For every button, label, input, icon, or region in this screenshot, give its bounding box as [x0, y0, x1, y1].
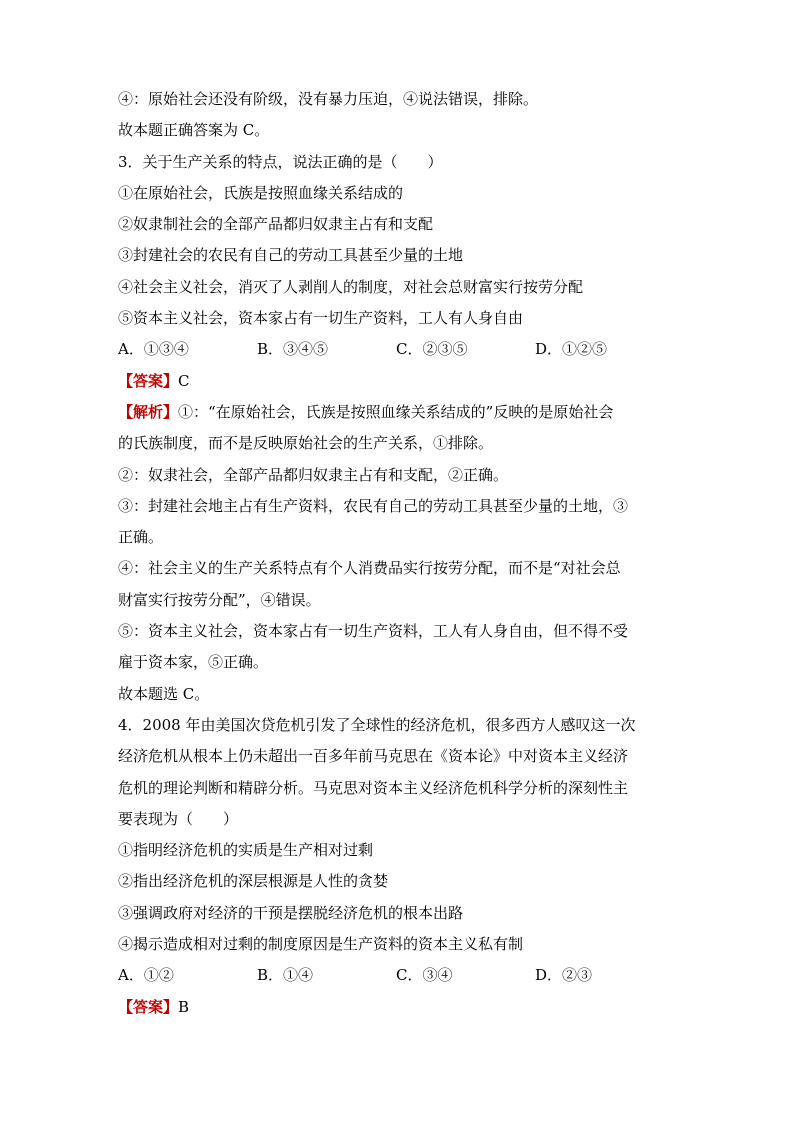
- q3-analysis-line: ②：奴隶社会，全部产品都归奴隶主占有和支配，②正确。: [118, 465, 509, 484]
- q4-option-d: D．②③: [535, 966, 593, 985]
- q4-option-c: C．③④: [396, 966, 453, 985]
- q3-item: ②奴隶制社会的全部产品都归奴隶主占有和支配: [118, 215, 434, 234]
- q3-answer: [118, 366, 678, 397]
- q4-item: ③强调政府对经济的干预是摆脱经济危机的根本出路: [118, 903, 464, 922]
- q3-stem: 3．关于生产关系的特点，说法正确的是（ ）: [118, 152, 443, 171]
- q3-analysis-line: 正确。: [118, 528, 164, 547]
- q4-answer: [118, 992, 678, 1023]
- answer-tag: 【答案】: [118, 371, 179, 390]
- answer-tag: 【答案】: [118, 997, 179, 1016]
- q4-item: ④揭示造成相对过剩的制度原因是生产资料的资本主义私有制: [118, 935, 524, 954]
- q3-item: ③封建社会的农民有自己的劳动工具甚至少量的土地: [118, 246, 464, 265]
- q4-item: ①指明经济危机的实质是生产相对过剩: [118, 841, 374, 860]
- q3-item: ①在原始社会，氏族是按照血缘关系结成的: [118, 183, 404, 202]
- q4-option-a: A．①②: [118, 966, 174, 985]
- analysis-text: ①：“在原始社会，氏族是按照血缘关系结成的”反映的是原始社会: [178, 402, 614, 421]
- q4-item: ②指出经济危机的深层根源是人性的贪婪: [118, 872, 389, 891]
- q3-option-b: B．③④⑤: [257, 340, 329, 359]
- q4-stem-line: 4．2008 年由美国次贷危机引发了全球性的经济危机，很多西方人感叹这一次: [118, 715, 636, 734]
- answer-value: C: [178, 371, 190, 390]
- q3-analysis-line: 雇于资本家，⑤正确。: [118, 653, 269, 672]
- q3-item: ④社会主义社会，消灭了人剥削人的制度，对社会总财富实行按劳分配: [118, 277, 584, 296]
- q3-analysis-line: ③：封建社会地主占有生产资料，农民有自己的劳动工具甚至少量的土地，③: [118, 496, 629, 515]
- q4-stem-line: 要表现为（ ）: [118, 809, 239, 828]
- q3-option-d: D．①②⑤: [535, 340, 608, 359]
- q3-analysis-line: 财富实行按劳分配”，④错误。: [118, 590, 321, 609]
- q3-item: ⑤资本主义社会，资本家占有一切生产资料，工人有人身自由: [118, 309, 524, 328]
- q3-option-c: C．②③⑤: [396, 340, 468, 359]
- q3-analysis-line: [118, 397, 678, 428]
- answer-value: B: [178, 997, 190, 1016]
- q3-analysis-line: ④：社会主义的生产关系特点有个人消费品实行按劳分配，而不是“对社会总: [118, 559, 621, 578]
- q3-analysis-line: 的氏族制度，而不是反映原始社会的生产关系，①排除。: [118, 434, 494, 453]
- analysis-tag: 【解析】: [118, 402, 179, 421]
- q2-conclusion: 故本题正确答案为 C。: [118, 121, 270, 140]
- q2-analysis-line: ④：原始社会还没有阶级，没有暴力压迫，④说法错误，排除。: [118, 90, 539, 108]
- q4-stem-line: 经济危机从根本上仍未超出一百多年前马克思在《资本论》中对资本主义经济: [118, 747, 629, 766]
- q3-conclusion: 故本题选 C。: [118, 684, 210, 703]
- q4-stem-line: 危机的理论判断和精辟分析。马克思对资本主义经济危机科学分析的深刻性主: [118, 778, 629, 797]
- q3-options: [118, 334, 678, 365]
- q4-option-b: B．①④: [257, 966, 314, 985]
- document-page: [118, 84, 678, 1023]
- q4-options: [118, 960, 678, 991]
- q3-analysis-line: ⑤：资本主义社会，资本家占有一切生产资料，工人有人身自由，但不得不受: [118, 622, 629, 641]
- q3-option-a: A．①③④: [118, 340, 189, 359]
